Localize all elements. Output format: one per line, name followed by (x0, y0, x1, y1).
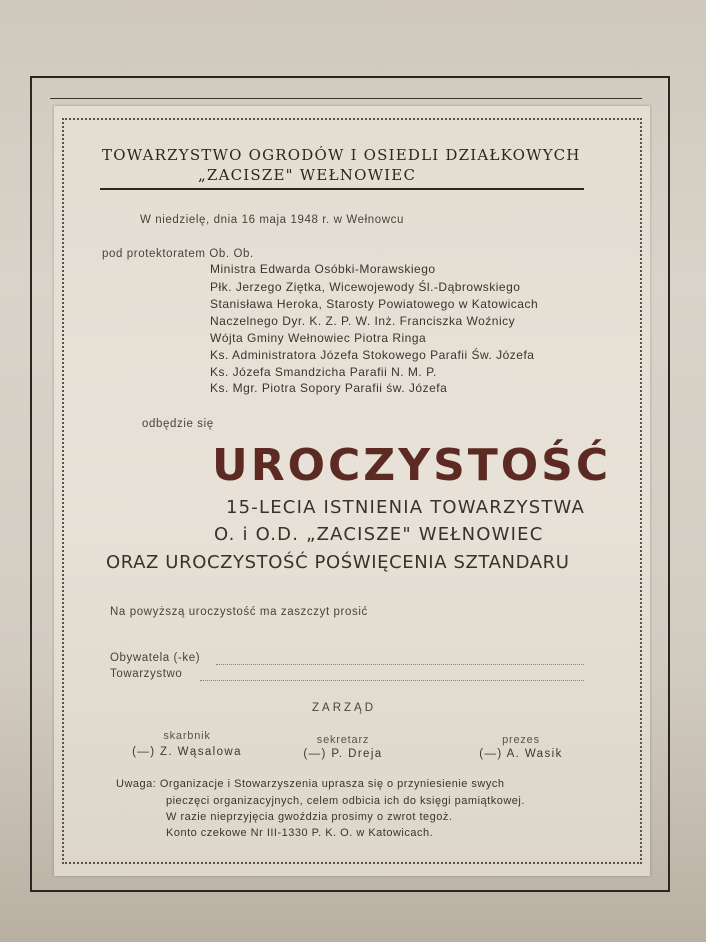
patron-item: Płk. Jerzego Ziętka, Wicewojewody Śl.-Dąbrowskiego (210, 280, 521, 294)
patron-item: Stanisława Heroka, Starosty Powiatowego w Katowicach (210, 297, 539, 311)
patron-item: Wójta Gminy Wełnowiec Piotra Ringa (210, 331, 427, 345)
header-line-1: TOWARZYSTWO OGRODÓW I OSIEDLI DZIAŁKOWYCH (102, 146, 581, 164)
signatory-role: prezes (502, 734, 540, 746)
signatory-name: (—) P. Dreja (303, 748, 383, 760)
patron-item: Ministra Edwarda Osóbki-Morawskiego (210, 262, 436, 276)
note-line: W razie nieprzyjęcia gwoździa prosimy o zwrot tegoż. (166, 811, 453, 823)
date-line: W niedzielę, dnia 16 maja 1948 r. w Wełnowcu (140, 214, 404, 226)
note-line: Konto czekowe Nr III-1330 P. K. O. w Katowicach. (166, 827, 434, 839)
patron-item: Naczelnego Dyr. K. Z. P. W. Inż. Franciszka Woźnicy (210, 314, 516, 328)
main-title: UROCZYSTOŚĆ (212, 440, 612, 491)
invitation-text: Na powyższą uroczystość ma zaszczyt prosić (110, 606, 368, 618)
board-title: ZARZĄD (312, 702, 376, 714)
dotted-border-left (62, 118, 64, 864)
dotted-border-right (640, 118, 642, 864)
society-label: Towarzystwo (110, 668, 183, 680)
frame-line (50, 98, 642, 99)
signatory-role: sekretarz (316, 734, 370, 746)
patron-item: Ks. Józefa Smandzicha Parafii N. M. P. (210, 365, 437, 379)
society-fill-line (200, 680, 584, 681)
patronage-intro: pod protektoratem Ob. Ob. (102, 248, 254, 260)
citizen-fill-line (216, 664, 584, 665)
note-line: pieczęci organizacyjnych, celem odbicia ich do księgi pamiątkowej. (166, 795, 525, 807)
note-line: Uwaga: Organizacje i Stowarzyszenia uprasza się o przyniesienie swych (116, 778, 505, 790)
patron-item: Ks. Administratora Józefa Stokowego Parafii Św. Józefa (210, 348, 535, 362)
signatory-role: skarbnik (163, 730, 211, 742)
will-take-place: odbędzie się (142, 418, 214, 430)
signatory-name: (—) Z. Wąsalowa (132, 746, 242, 758)
dotted-border-top (62, 118, 642, 120)
subtitle-line: 15-LECIA ISTNIENIA TOWARZYSTWA (226, 497, 586, 518)
citizen-label: Obywatela (-ke) (110, 652, 201, 664)
header-rule (100, 188, 584, 190)
patron-item: Ks. Mgr. Piotra Sopory Parafii św. Józefa (210, 381, 448, 395)
signatory-name: (—) A. Wasik (479, 748, 563, 760)
dotted-border-bottom (62, 862, 642, 864)
subtitle-line: ORAZ UROCZYSTOŚĆ POŚWIĘCENIA SZTANDARU (106, 552, 570, 573)
header-line-2: „ZACISZE" WEŁNOWIEC (198, 166, 417, 184)
subtitle-line: O. i O.D. „ZACISZE" WEŁNOWIEC (214, 524, 544, 545)
